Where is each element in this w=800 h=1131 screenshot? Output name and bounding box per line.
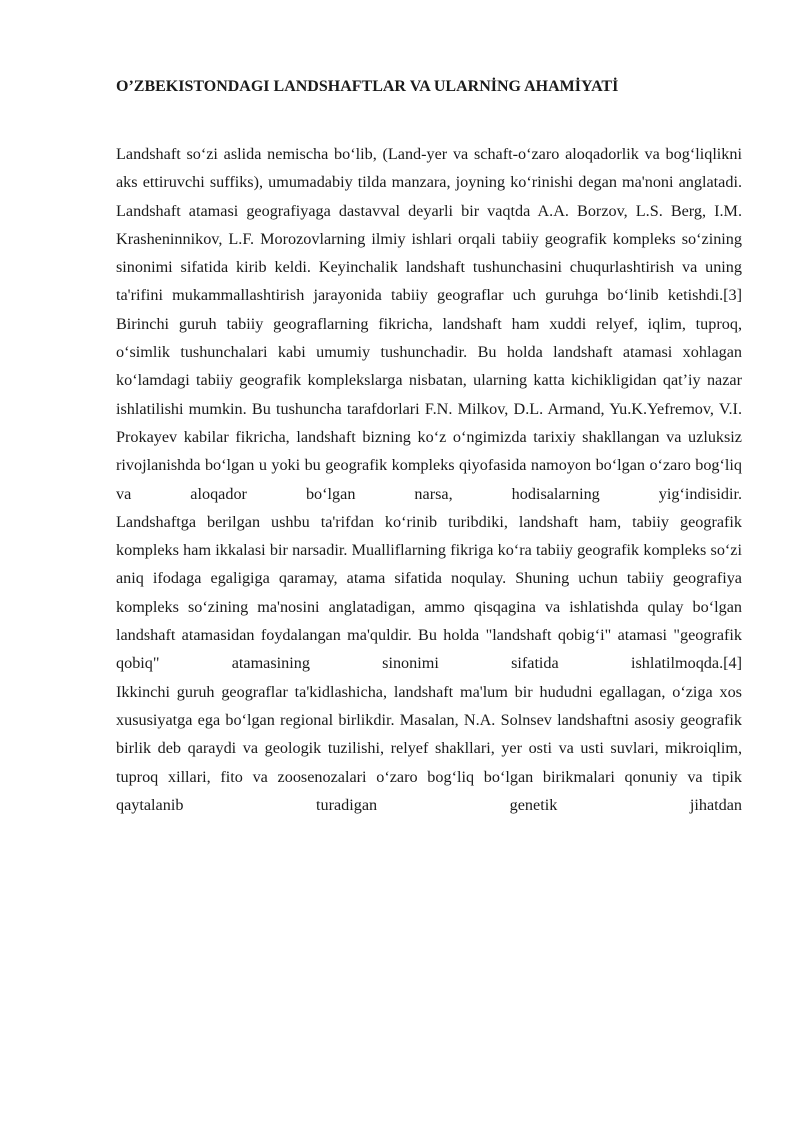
paragraph-1: Landshaft so‘zi aslida nemischa bo‘lib, (Land-yer va schaft-o‘zaro aloqadorlik va bog‘liqlikni aks ettiruvchi suffiks), umumadabiy tilda manzara, joyning ko‘rinishi degan ma'noni anglatadi. [116, 145, 742, 192]
document-title: O’ZBEKISTONDAGI LANDSHAFTLAR VA ULARNİNG AHAMİYATİ [116, 78, 619, 95]
document-body [116, 140, 742, 819]
paragraph-4: Landshaftga berilgan ushbu ta'rifdan ko‘rinib turibdiki, landshaft ham, tabiiy geografik kompleks ham ikkalasi bir narsadir. Mualliflarning fikriga ko‘ra tabiiy geografik kompleks so‘zi aniq ifodaga egaligiga qaramay, atama sifatida noqulay. Shuning uchun tabiiy geografiya kompleks so‘zining ma'nosini anglatadigan, ammo qisqagina va ishlatishda qulay bo‘lgan landshaft atamasidan foydalangan ma'quldir. Bu holda "landshaft qobig‘i" atamasi "geografik qobiq" atamasining sinonimi sifatida ishlatilmoqda.[4] [116, 512, 742, 673]
paragraph-5: Ikkinchi guruh geograflar ta'kidlashicha, landshaft ma'lum bir hududni egallagan, o‘ziga xos xususiyatga ega bo‘lgan regional birlikdir. Masalan, N.A. Solnsev landshaftni asosiy geografik birlik deb qaraydi va geologik tuzilishi, relyef shakllari, yer osti va usti suvlari, mikroiqlim, tuproq xillari, fito va zoosenozalari o‘zaro bog‘liq bo‘lgan birikmalari qonuniy va tipik qaytalanib turadigan genetik jihatdan [116, 682, 742, 814]
paragraph-3: Birinchi guruh tabiiy geograflarning fikricha, landshaft ham xuddi relyef, iqlim, tuproq, o‘simlik tushunchalari kabi umumiy tushunchadir. Bu holda landshaft atamasi xohlagan ko‘lamdagi tabiiy geografik komplekslarga nisbatan, ularning katta kichikligidan qat’iy nazar ishlatilishi mumkin. Bu tushuncha tarafdorlari F.N. Milkov, D.L. Armand, Yu.K.Yefremov, V.I. Prokayev kabilar fikricha, landshaft bizning ko‘z o‘ngimizda tarixiy shakllangan va uzluksiz rivojlanishda bo‘lgan u yoki bu geografik kompleks qiyofasida namoyon bo‘lgan o‘zaro bog‘liq va aloqador bo‘lgan narsa, hodisalarning yig‘indisidir. [116, 314, 742, 503]
paragraph-2: Landshaft atamasi geografiyaga dastavval deyarli bir vaqtda A.A. Borzov, L.S. Berg, I.M. Krasheninnikov, L.F. Morozovlarning ilmiy ishlari orqali tabiiy geografik kompleks so‘zining sinonimi sifatida kirib keldi. Keyinchalik landshaft tushunchasini chuqurlashtirish va uning ta'rifini mukammallashtirish jarayonida tabiiy geograflar uch guruhga bo‘linib ketishdi.[3] [116, 201, 742, 305]
